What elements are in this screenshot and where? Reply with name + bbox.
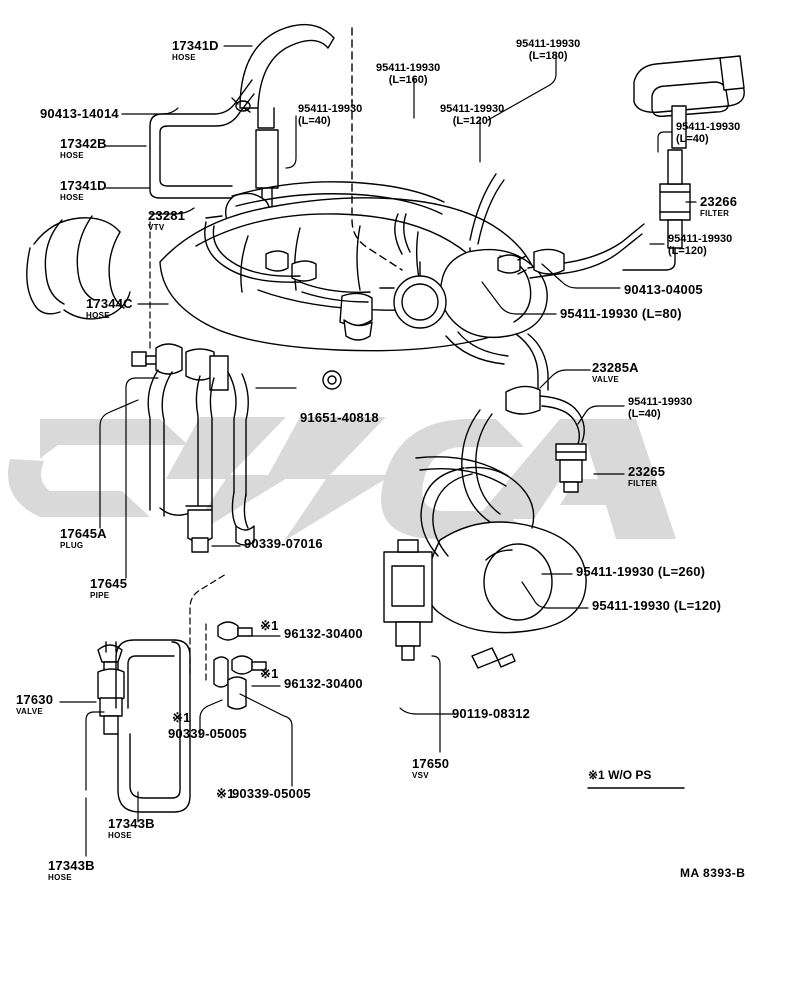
label-23265-filter: 23265 FILTER: [628, 464, 666, 488]
marker-note-1b: ※1: [260, 666, 279, 681]
label-95411-19930-L80: 95411-19930 (L=80): [560, 306, 682, 321]
diagram-code: MA 8393-B: [680, 866, 746, 880]
label-95411-19930-L40b: 95411-19930 (L=40): [676, 121, 741, 145]
label-17650-vsv: 17650 VSV: [412, 756, 450, 780]
label-95411-19930-L40a: 95411-19930 (L=40): [298, 103, 363, 127]
label-90339-05005-b: 90339-05005: [232, 786, 311, 801]
label-90339-05005-a: 90339-05005: [168, 726, 247, 741]
label-95411-19930-L120c: 95411-19930 (L=120): [592, 598, 722, 613]
marker-note-1d: ※1: [216, 786, 235, 801]
label-95411-19930-L180: 95411-19930 (L=180): [516, 38, 581, 62]
label-23281-vtv: 23281 VTV: [148, 208, 186, 232]
label-91651-40818: 91651-40818: [300, 410, 379, 425]
label-17342B: 17342B HOSE: [60, 136, 107, 160]
label-17630-valve: 17630 VALVE: [16, 692, 54, 716]
label-90413-04005: 90413-04005: [624, 282, 703, 297]
label-17645-pipe: 17645 PIPE: [90, 576, 128, 600]
label-95411-19930-L260: 95411-19930 (L=260): [576, 564, 706, 579]
footnote-wo-ps: ※1 W/O PS: [588, 768, 652, 782]
label-17645A-plug: 17645A PLUG: [60, 526, 107, 550]
label-23266-filter: 23266 FILTER: [700, 194, 738, 218]
label-95411-19930-L120b: 95411-19930 (L=120): [668, 233, 733, 257]
marker-note-1a: ※1: [260, 618, 279, 633]
label-90413-14014: 90413-14014: [40, 106, 119, 121]
label-17343B-b: 17343B HOSE: [48, 858, 95, 882]
label-17341D-left: 17341D HOSE: [60, 178, 107, 202]
label-95411-19930-L160: 95411-19930 (L=160): [376, 62, 441, 86]
marker-note-1c: ※1: [172, 710, 191, 725]
label-17344C: 17344C HOSE: [86, 296, 133, 320]
label-17341D-top: 17341D HOSE: [172, 38, 219, 62]
label-17343B-a: 17343B HOSE: [108, 816, 155, 840]
label-95411-19930-L40c: 95411-19930 (L=40): [628, 396, 693, 420]
label-96132-30400-a: 96132-30400: [284, 626, 363, 641]
label-95411-19930-L120a: 95411-19930 (L=120): [440, 103, 505, 127]
label-90119-08312: 90119-08312: [452, 706, 531, 721]
label-96132-30400-b: 96132-30400: [284, 676, 363, 691]
label-90339-07016: 90339-07016: [244, 536, 323, 551]
label-23285A-valve: 23285A VALVE: [592, 360, 639, 384]
